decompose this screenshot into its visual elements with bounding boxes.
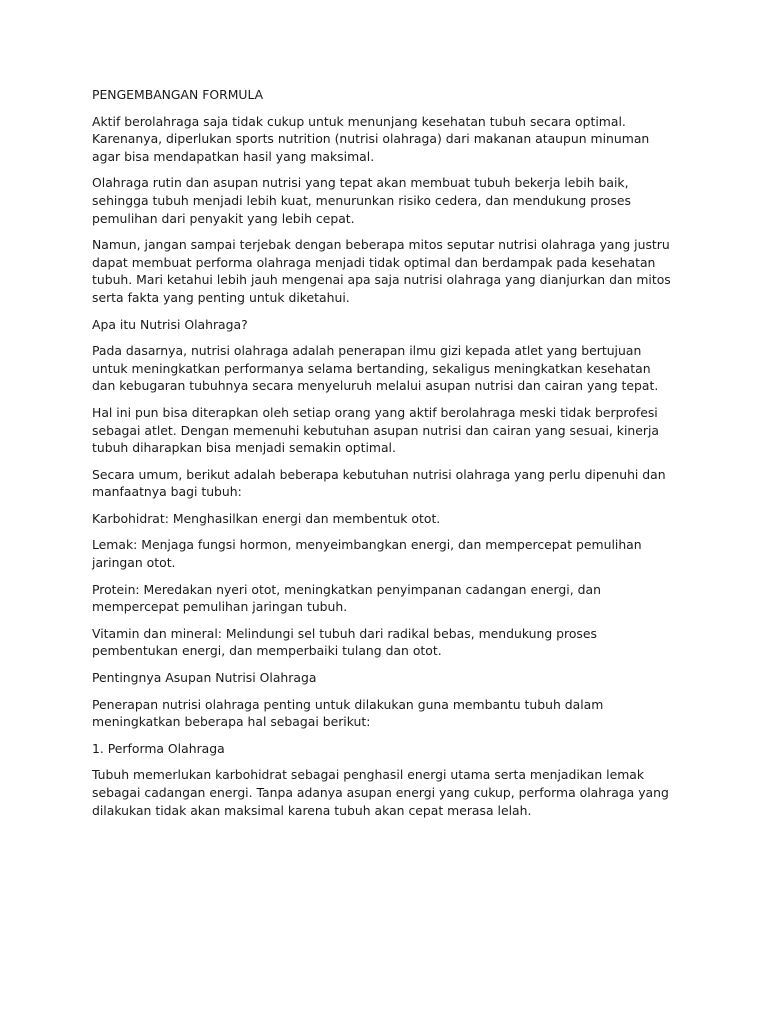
subheading-performance: 1. Performa Olahraga	[92, 740, 225, 756]
list-item-protein: Protein: Meredakan nyeri otot, meningkatkan penyimpanan cadangan energi, dan mempercepat pemulihan jaringan tubuh.	[92, 581, 601, 615]
list-item-carbohydrate: Karbohidrat: Menghasilkan energi dan membentuk otot.	[92, 510, 441, 526]
paragraph-myths: Namun, jangan sampai terjebak dengan beberapa mitos seputar nutrisi olahraga yang justru dapat membuat performa olahraga menjadi tidak optimal dan berdampak pada kesehatan tubuh. Mari ketahui lebih jauh mengenai apa saja nutrisi olahraga yang dianjurkan dan mitos serta fakta yang penting untuk diketahui.	[92, 237, 671, 305]
section-heading-importance: Pentingnya Asupan Nutrisi Olahraga	[92, 670, 317, 686]
paragraph-application: Hal ini pun bisa diterapkan oleh setiap orang yang aktif berolahraga meski tidak berprofesi sebagai atlet. Dengan memenuhi kebutuhan asupan nutrisi dan cairan yang sesuai, kinerja tubuh diharapkan bisa menjadi semakin optimal.	[92, 404, 660, 456]
paragraph-benefits: Olahraga rutin dan asupan nutrisi yang tepat akan membuat tubuh bekerja lebih baik, sehingga tubuh menjadi lebih kuat, menurunkan risiko cedera, dan mendukung proses pemulihan dari penyakit yang lebih cepat.	[92, 175, 632, 226]
document-title: PENGEMBANGAN FORMULA	[92, 87, 264, 102]
paragraph-definition: Pada dasarnya, nutrisi olahraga adalah penerapan ilmu gizi kepada atlet yang bertujuan untuk meningkatkan performanya selama bertanding, sekaligus meningkatkan kesehatan dan kebugaran tubuhnya secara menyeluruh melalui asupan nutrisi dan cairan yang tepat.	[92, 343, 659, 394]
paragraph-performance: Tubuh memerlukan karbohidrat sebagai penghasil energi utama serta menjadikan lemak sebagai cadangan energi. Tanpa adanya asupan energi yang cukup, performa olahraga yang dilakukan tidak akan maksimal karena tubuh akan cepat merasa lelah.	[92, 767, 669, 818]
paragraph-needs-intro: Secara umum, berikut adalah beberapa kebutuhan nutrisi olahraga yang perlu dipenuhi dan manfaatnya bagi tubuh:	[92, 466, 666, 500]
list-item-fat: Lemak: Menjaga fungsi hormon, menyeimbangkan energi, dan mempercepat pemulihan jaringan otot.	[92, 537, 642, 571]
list-item-vitamin-mineral: Vitamin dan mineral: Melindungi sel tubuh dari radikal bebas, mendukung proses pembentukan energi, dan memperbaiki tulang dan otot.	[92, 625, 597, 659]
paragraph-intro: Aktif berolahraga saja tidak cukup untuk menunjang kesehatan tubuh secara optimal. Karenanya, diperlukan sports nutrition (nutrisi olahraga) dari makanan ataupun minuman agar bisa mendapatkan hasil yang maksimal.	[92, 113, 650, 164]
paragraph-importance-intro: Penerapan nutrisi olahraga penting untuk dilakukan guna membantu tubuh dalam meningkatkan beberapa hal sebagai berikut:	[92, 696, 604, 730]
document-body	[92, 86, 676, 828]
section-heading-what-is: Apa itu Nutrisi Olahraga?	[92, 316, 248, 332]
